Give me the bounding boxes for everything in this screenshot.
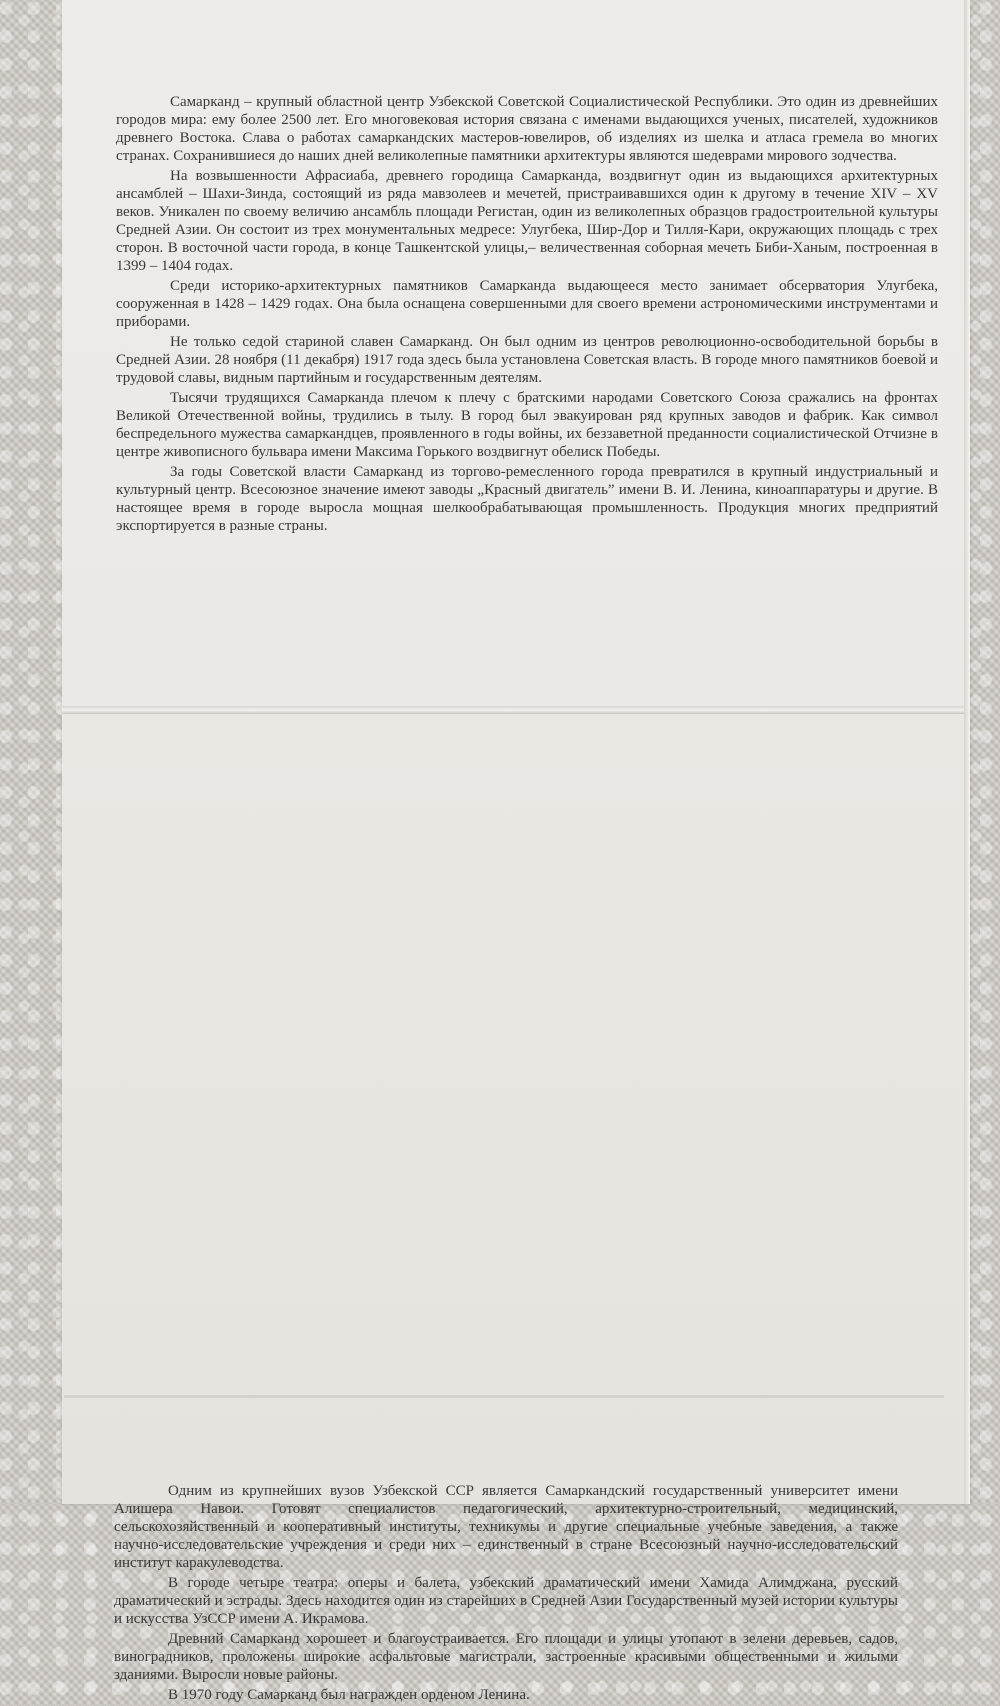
paragraph-university: Одним из крупнейших вузов Узбекской ССР является Самаркандский государственный университет имени Алишера Навои. Готовят специалистов педагогический, архитектурно-строительный, медицинский, сельскохозяйственный и кооперативный институты, техникумы и другие специальные учебные заведения, а также научно-исследовательские учреждения и среди них – единственный в стране Всесоюзный научно-исследовательский институт каракулеводства. [114, 1483, 898, 1571]
paragraph-industry: За годы Советской власти Самарканд из торгово-ремесленного города превратился в крупный индустриальный и культурный центр. Всесоюзное значение имеют заводы „Красный двигатель” имени В. И. Ленина, киноаппаратуры и другие. В настоящее время в городе выросла мощная шелкообрабатывающая промышленность. Продукция многих предприятий экспортируется в разные страны. [116, 464, 938, 534]
fold-crease [62, 706, 970, 714]
paragraph-theatres: В городе четыре театра: оперы и балета, узбекский драматический имени Хамида Алимджана, русский драматический и эстрады. Здесь находится один из старейших в Средней Азии Государственный музей истории культуры и искусства УзССР имени А. Икрамова. [114, 1575, 898, 1627]
paragraph-city-growth: Древний Самарканд хорошеет и благоустраивается. Его площади и улицы утопают в зелени деревьев, садов, виноградников, проложены широкие асфальтовые магистрали, застроенные красивыми общественными и жилыми зданиями. Выросли новые районы. [114, 1631, 898, 1683]
bottom-text-block [114, 1482, 898, 1706]
paragraph-observatory: Среди историко-архитектурных памятников Самарканда выдающееся место занимает обсерватория Улугбека, сооруженная в 1428 – 1429 годах. Она была оснащена совершенными для своего времени астрономическими инструментами и приборами. [116, 278, 938, 330]
folder-right-edge [964, 0, 970, 1504]
paper-folder [62, 0, 970, 1703]
paragraph-samarkand-intro: Самарканд – крупный областной центр Узбекской Советской Социалистической Республики. Это один из древнейших городов мира: ему более 2500 лет. Его многовековая история связана с именами выдающихся ученых, писателей, художников древнего Востока. Слава о работах самаркандских мастеров-ювелиров, об изделиях из шелка и атласа гремела во многих странах. Сохранившиеся до наших дней великолепные памятники архитектуры являются шедеврами мирового зодчества. [116, 94, 938, 164]
pocket-flap-edge [64, 1395, 944, 1398]
paragraph-revolution: Не только седой стариной славен Самарканд. Он был одним из центров революционно-освободительной борьбы в Средней Азии. 28 ноября (11 декабря) 1917 года здесь была установлена Советская власть. В городе много памятников боевой и трудовой славы, видным партийным и государственным деятелям. [116, 334, 938, 386]
bottom-page [62, 714, 970, 1703]
paragraph-afrasiab: На возвышенности Афрасиаба, древнего городища Самарканда, воздвигнут один из выдающихся архитектурных ансамблей – Шахи-Зинда, состоящий из ряда мавзолеев и мечетей, пристраивавшихся один к другому в течение XIV – XV веков. Уникален по своему величию ансамбль площади Регистан, один из великолепных образцов градостроительной культуры Средней Азии. Он состоит из трех монументальных медресе: Улугбека, Шир-Дор и Тилля-Кари, окружающих площадь с трех сторон. В восточной части города, в конце Ташкентской улицы,– величественная соборная мечеть Биби-Ханым, построенная в 1399 – 1404 годах. [116, 168, 938, 274]
top-page [62, 0, 970, 706]
paragraph-war: Тысячи трудящихся Самарканда плечом к плечу с братскими народами Советского Союза сражались на фронтах Великой Отечественной войны, трудились в тылу. В город был эвакуирован ряд крупных заводов и фабрик. Как символ беспредельного мужества самаркандцев, проявленного в годы войны, их беззаветной преданности социалистической Отчизне в центре живописного бульвара имени Максима Горького воздвигнут обелиск Победы. [116, 390, 938, 460]
top-text-block [116, 93, 938, 537]
paragraph-order-of-lenin: В 1970 году Самарканд был награжден орденом Ленина. [168, 1687, 530, 1703]
